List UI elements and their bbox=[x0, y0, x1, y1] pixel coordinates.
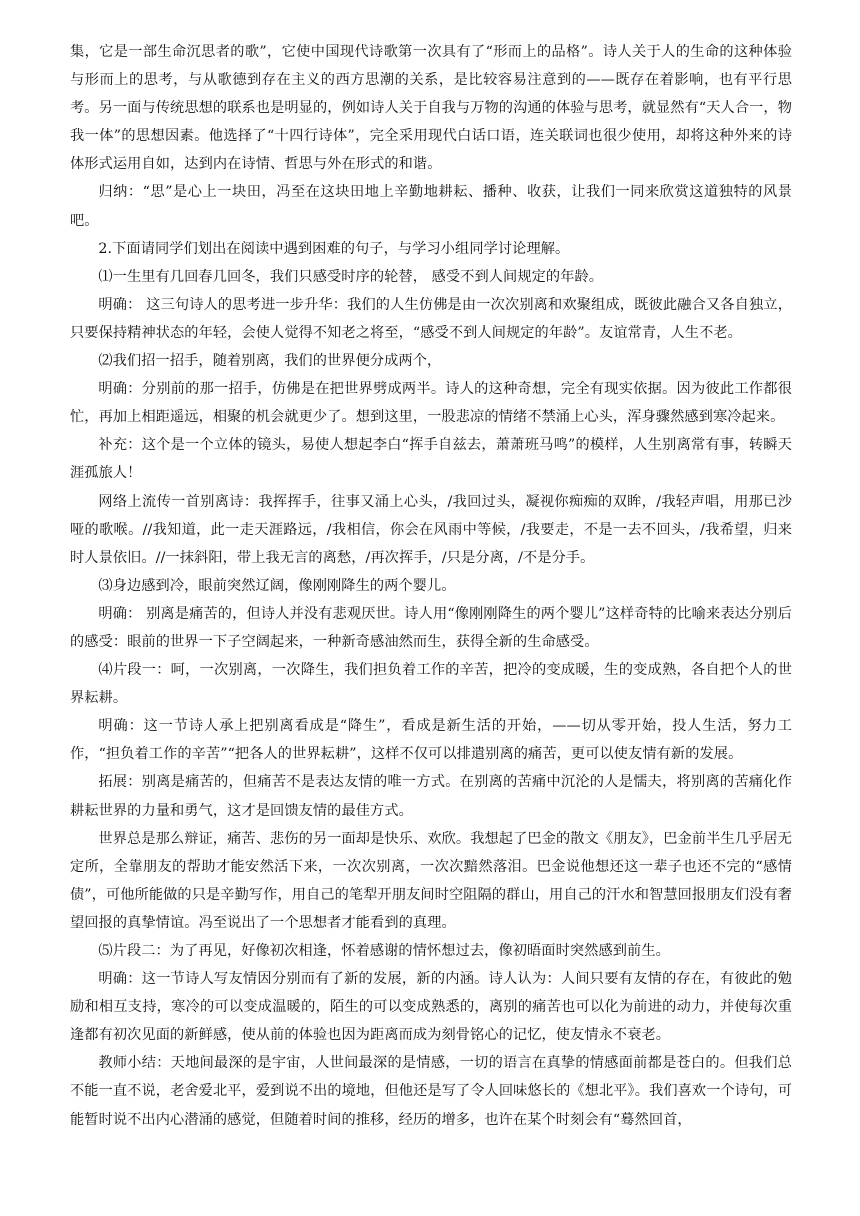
paragraph-quote-3: ⑶身边感到冷，眼前突然辽阔，像刚刚降生的两个婴儿。 bbox=[98, 577, 456, 594]
paragraph-answer-3: 明确： 别离是痛苦的，但诗人并没有悲观厌世。诗人用“像刚刚降生的两个婴儿”这样奇特的比喻来表达分别后的感受：眼前的世界一下子空阔起来，一种新奇感油然而生，获得全新的生命感受。 bbox=[70, 605, 792, 650]
paragraph-summary: 归纳：“思”是心上一块田，冯至在这块田地上辛勤地耕耘、播种、收获，让我们一同来欣赏这道独特的风景吧。 bbox=[70, 184, 792, 229]
paragraph-farewell-poem: 网络上流传一首别离诗：我挥挥手，往事又涌上心头，/我回过头，凝视你痴痴的双眸，/我轻声唱，用那已沙哑的歌喉。//我知道，此一走天涯路远，/我相信，你会在风雨中等候，/我要走，不是一去不回头，/我希望，归来时人景依旧。//一抹斜阳，带上我无言的离愁，/再次挥手，/只是分离，/不是分手。 bbox=[70, 493, 792, 566]
paragraph-quote-5: ⑸片段二：为了再见，好像初次相逢，怀着感谢的情怀想过去，像初晤面时突然感到前生。 bbox=[98, 943, 670, 959]
paragraph-intro-continued: 集，它是一部生命沉思者的歌”，它使中国现代诗歌第一次具有了“形而上的品格”。诗人关于人的生命的这种体验与形而上的思考，与从歌德到存在主义的西方思潮的关系，是比较容易注意到的——既存在着影响，也有平行思考。另一面与传统思想的联系也是明显的，例如诗人关于自我与万物的沟通的体验与思考，就显然有“天人合一，物我一体”的思想因素。他选择了“十四行诗体”，完全采用现代白话口语，连关联词也很少使用，却将这种外来的诗体形式运用自如，达到内在诗情、哲思与外在形式的和谐。 bbox=[70, 44, 792, 173]
paragraph-supplement: 补充：这个是一个立体的镜头，易使人想起李白“挥手自兹去，萧萧班马鸣”的模样，人生别离常有事，转瞬天涯孤旅人！ bbox=[70, 437, 792, 482]
paragraph-task-2: 2.下面请同学们划出在阅读中遇到困难的句子，与学习小组同学讨论理解。 bbox=[98, 240, 570, 257]
paragraph-extension: 拓展：别离是痛苦的，但痛苦不是表达友情的唯一方式。在别离的苦痛中沉沦的人是懦夫，将别离的苦痛化作耕耘世界的力量和勇气，这才是回馈友情的最佳方式。 bbox=[70, 774, 792, 819]
paragraph-quote-1: ⑴一生里有几回春几回冬，我们只感受时序的轮替， 感受不到人间规定的年龄。 bbox=[98, 268, 604, 285]
paragraph-answer-1: 明确： 这三句诗人的思考进一步升华：我们的人生仿佛是由一次次别离和欢聚组成，既彼此融合又各自独立，只要保持精神状态的年轻，会使人觉得不知老之将至，“感受不到人间规定的年龄”。友谊常青，人生不老。 bbox=[70, 296, 792, 341]
paragraph-answer-2: 明确：分别前的那一招手，仿佛是在把世界劈成两半。诗人的这种奇想，完全有现实依据。因为彼此工作都很忙，再加上相距遥远，相聚的机会就更少了。想到这里，一股悲凉的情绪不禁涌上心头，浑身骤然感到寒冷起来。 bbox=[70, 381, 792, 426]
paragraph-teacher-summary: 教师小结：天地间最深的是宇宙，人世间最深的是情感，一切的语言在真挚的情感面前都是苍白的。但我们总不能一直不说，老舍爱北平，爱到说不出的境地，但他还是写了令人回味悠长的《想北平》。我们喜欢一个诗句，可能暂时说不出内心潜涌的感觉，但随着时间的推移，经历的增多，也许在某个时刻会有“蓦然回首， bbox=[70, 1055, 792, 1128]
paragraph-quote-4: ⑷片段一：呵，一次别离，一次降生，我们担负着工作的辛苦，把冷的变成暖，生的变成熟，各自把个人的世界耘耕。 bbox=[70, 662, 792, 707]
paragraph-answer-5: 明确：这一节诗人写友情因分别而有了新的发展，新的内涵。诗人认为：人间只要有友情的存在，有彼此的勉励和相互支持，寒冷的可以变成温暖的，陌生的可以变成熟悉的，离别的痛苦也可以化为前进的动力，并使每次重逢都有初次见面的新鲜感，使从前的体验也因为距离而成为刻骨铭心的记忆，使友情永不衰老。 bbox=[70, 971, 792, 1044]
paragraph-bajin: 世界总是那么辩证，痛苦、悲伤的另一面却是快乐、欢欣。我想起了巴金的散文《朋友》，巴金前半生几乎居无定所，全靠朋友的帮助才能安然活下来，一次次别离，一次次黯然落泪。巴金说他想还这一辈子也还不完的“感情债”，可他所能做的只是辛勤写作，用自己的笔犁开朋友间时空阻隔的群山，用自己的汗水和智慧回报朋友们没有奢望回报的真挚情谊。冯至说出了一个思想者才能看到的真理。 bbox=[70, 830, 792, 931]
paragraph-quote-2: ⑵我们招一招手，随着别离，我们的世界便分成两个， bbox=[98, 353, 442, 370]
paragraph-answer-4: 明确：这一节诗人承上把别离看成是“降生”，看成是新生活的开始，——切从零开始，投人生活，努力工作，“担负着工作的辛苦”“把各人的世界耘耕”，这样不仅可以排遣别离的痛苦，更可以使友情有新的发展。 bbox=[70, 718, 792, 763]
